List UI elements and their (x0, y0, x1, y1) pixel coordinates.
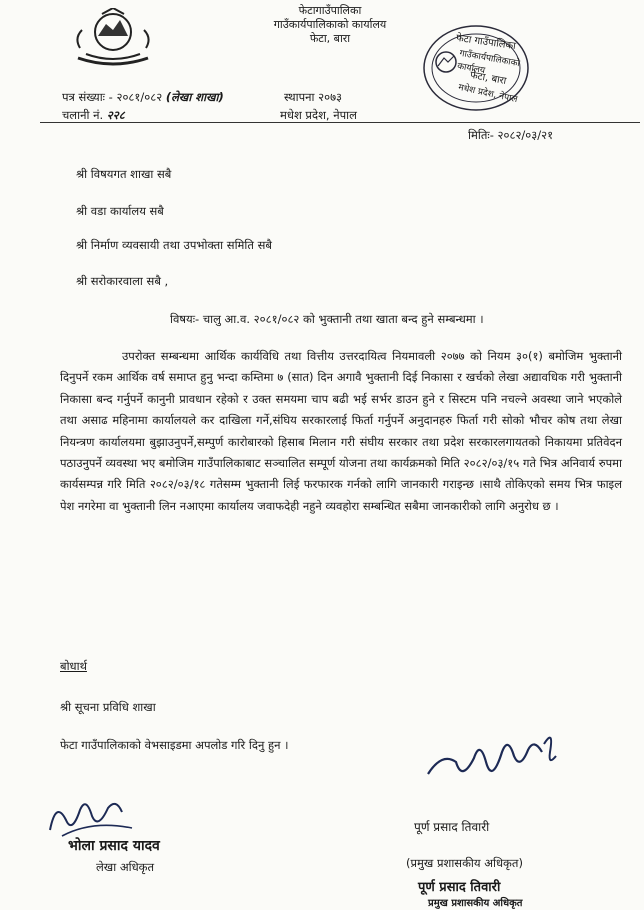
letter-date: मितिः- २०८२/०३/२१ (468, 128, 554, 142)
recipient-4: श्री सरोकारवाला सबै , (76, 274, 169, 288)
recipient-2: श्री वडा कार्यालय सबै (76, 204, 164, 218)
established-year: स्थापना २०७३ (284, 90, 343, 104)
stamp-right-name: पूर्ण प्रसाद तिवारी (418, 880, 501, 895)
office-seal-stamp (420, 22, 532, 114)
cc-recipient: श्री सूचना प्रविधि शाखा (60, 700, 156, 714)
recipient-1: श्री विषयगत शाखा सबै (76, 167, 172, 181)
office-name: फेटागाउँपालिका (298, 4, 362, 17)
seal-line-2: गाउँकार्यपालिकाको कार्यालय (456, 48, 521, 77)
header-divider (40, 122, 640, 123)
seal-line-4: मधेश प्रदेश, नेपाल (457, 82, 519, 106)
recipient-3: श्री निर्माण व्यवसायी तथा उपभोक्ता समिति सबै (76, 238, 272, 252)
office-location: फेटा, बारा (309, 32, 351, 45)
reference-number: पत्र संख्याः - २०८१/०८२ (लेखा शाखा) (62, 90, 224, 104)
nepal-emblem-logo (68, 8, 158, 70)
signatory-right-name: पूर्ण प्रसाद तिवारी (414, 820, 490, 834)
subject-line: विषयः- चालु आ.व. २०८१/०८२ को भुक्तानी तथा खाता बन्द हुने सम्बन्धमा । (170, 312, 484, 326)
seal-line-1: फेटा गाउँपालिका (455, 32, 517, 53)
office-subtitle: गाउँकार्यपालिकाको कार्यालय (273, 18, 387, 31)
cc-heading: बोधार्थ (60, 659, 87, 673)
dispatch-number: चलानी नं. २२८ (62, 108, 125, 122)
dispatch-handwritten: २२८ (106, 108, 125, 122)
signatory-left-title: लेखा अधिकृत (96, 860, 155, 874)
signatory-left-name: भोला प्रसाद यादव (68, 838, 160, 854)
letter-body: उपरोक्त सम्बन्धमा आर्थिक कार्यविधि तथा वित्तीय उत्तरदायित्व नियमावली २०७७ को नियम ३०(१) बमोजिम भुक्तानी दिनुपर्ने रकम आर्थिक वर्ष समाप्त हुनु भन्दा कम्तिमा ७ (सात) दिन अगावै भुक्तानी दिई निकासा र खर्चको लेखा अद्यावधिक गरी भुक्तानी निकासा बन्द गर्नुपर्ने कानुनी प्रावधान रहेको र उक्त समयमा चाप बढी भई सर्भर डाउन हुने र सिस्टम पनि नचल्ने अवस्था जाने भएकोले तथा असाढ महिनामा कार्यालयले कर दाखिला गर्ने,संघिय सरकारलाई फिर्ता गर्नुपर्ने अनुदानहरु फिर्ता गरी सोको भौचर कोष तथा लेखा नियन्त्रण कार्यालयमा बुझाउनुपर्ने,सम्पुर्ण कारोबारको हिसाब मिलान गरी संघीय सरकार तथा प्रदेश सरकारलगायतको निकायमा प्रतिवेदन पठाउनुपर्ने व्यवस्था भए बमोजिम गाउँपालिकाबाट सञ्चालित सम्पूर्ण योजना तथा कार्यक्रमको मिति २०८२/०३/१५ गते भित्र अनिवार्य रुपमा कार्यसम्पन्न गरि मिति २०८२/०३/१८ गतेसम्म भुक्तानी लिई फरफारक गर्नको लागि जानकारी गराइन्छ ।साथै तोकिएको समय भित्र फाइल पेश नगरेमा वा भुक्तानी लिन नआएमा कार्यालय जवाफदेही नहुने व्यवहोरा सम्बन्धित सबैमा जानकारीको लागि अनुरोध छ । (60, 349, 622, 513)
seal-line-3: फेटा, बारा (469, 69, 508, 88)
cc-instruction: फेटा गाउँपालिकाको वेभसाइडमा अपलोड गरि दिनु हुन । (60, 738, 289, 752)
signature-right (422, 722, 562, 792)
signatory-right-title: (प्रमुख प्रशासकीय अधिकृत) (406, 856, 523, 870)
stamp-right-title: प्रमुख प्रशासकीय अधिकृत (428, 898, 523, 909)
ref-handwritten: (लेखा शाखा) (165, 90, 224, 104)
province: मधेश प्रदेश, नेपाल (280, 108, 357, 122)
